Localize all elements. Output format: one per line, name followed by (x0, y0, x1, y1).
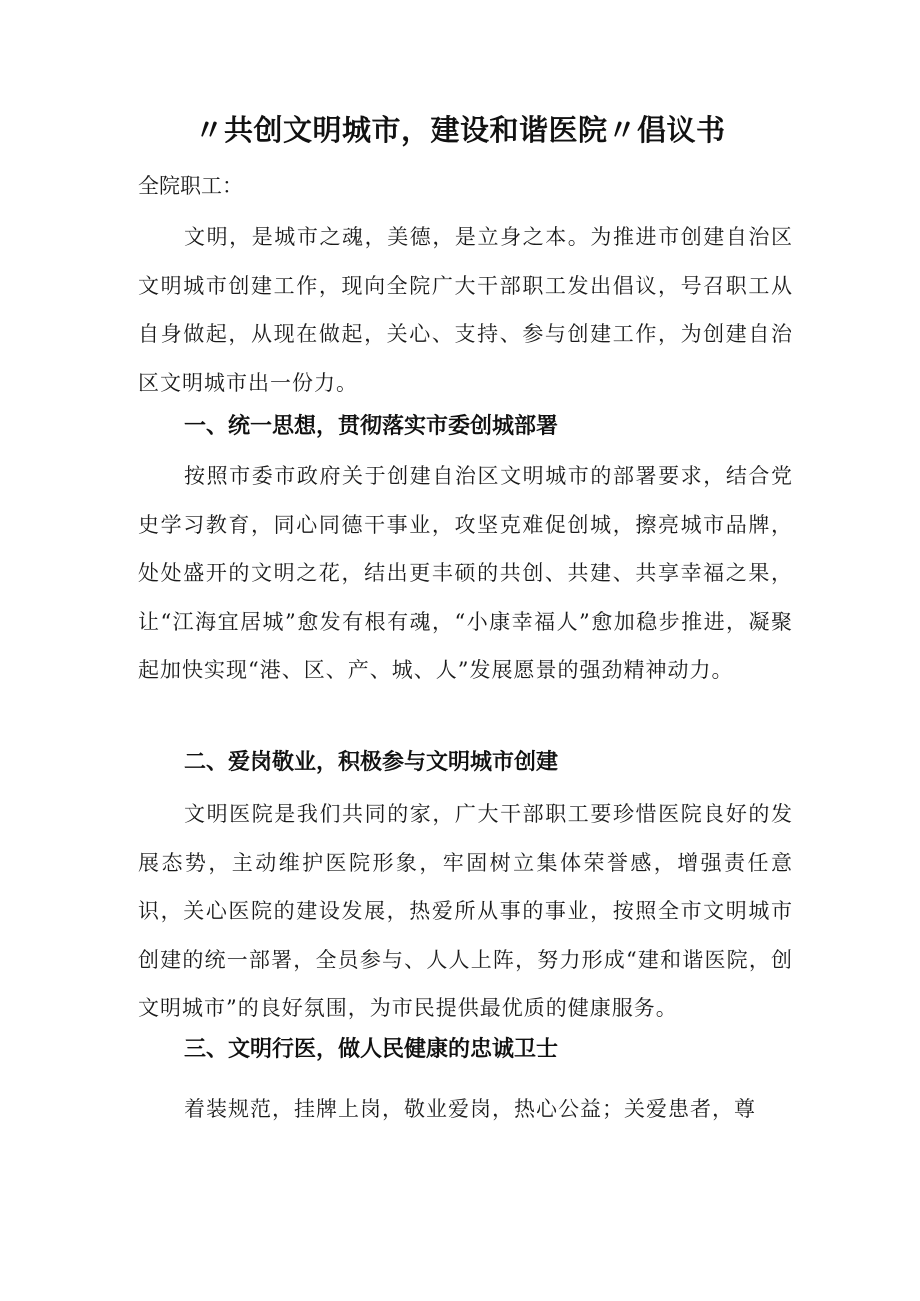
section-heading-1: 一、统一思想，贯彻落实市委创城部署 (184, 414, 559, 439)
document-title: 〃共创文明城市，建设和谐医院〃倡议书 (194, 113, 726, 147)
section-heading-3: 三、文明行医，做人民健康的忠诚卫士 (184, 1037, 559, 1062)
section-body-3: 着装规范，挂牌上岗，敬业爱岗，热心公益；关爱患者，尊 (184, 1097, 756, 1121)
intro-paragraph: 文明，是城市之魂，美德，是立身之本。为推进市创建自治区文明城市创建工作，现向全院广大干部职工发出倡议，号召职工从自身做起，从现在做起，关心、支持、参与创建工作，为创建自治区文明城市出一份力。 (138, 225, 793, 395)
section-body-1: 按照市委市政府关于创建自治区文明城市的部署要求，结合党史学习教育，同心同德干事业，攻坚克难促创城，擦亮城市品牌，处处盛开的文明之花，结出更丰硕的共创、共建、共享幸福之果，让“江海宜居城”愈发有根有魂，“小康幸福人”愈加稳步推进，凝聚起加快实现“港、区、产、城、人”发展愿景的强劲精神动力。 (138, 464, 793, 682)
salutation: 全院职工： (138, 174, 243, 198)
section-heading-2: 二、爱岗敬业，积极参与文明城市创建 (184, 750, 559, 775)
section-body-2: 文明医院是我们共同的家，广大干部职工要珍惜医院良好的发展态势，主动维护医院形象，牢固树立集体荣誉感，增强责任意识，关心医院的建设发展，热爱所从事的事业，按照全市文明城市创建的统一部署，全员参与、人人上阵，努力形成“建和谐医院，创文明城市”的良好氛围，为市民提供最优质的健康服务。 (138, 802, 793, 1020)
